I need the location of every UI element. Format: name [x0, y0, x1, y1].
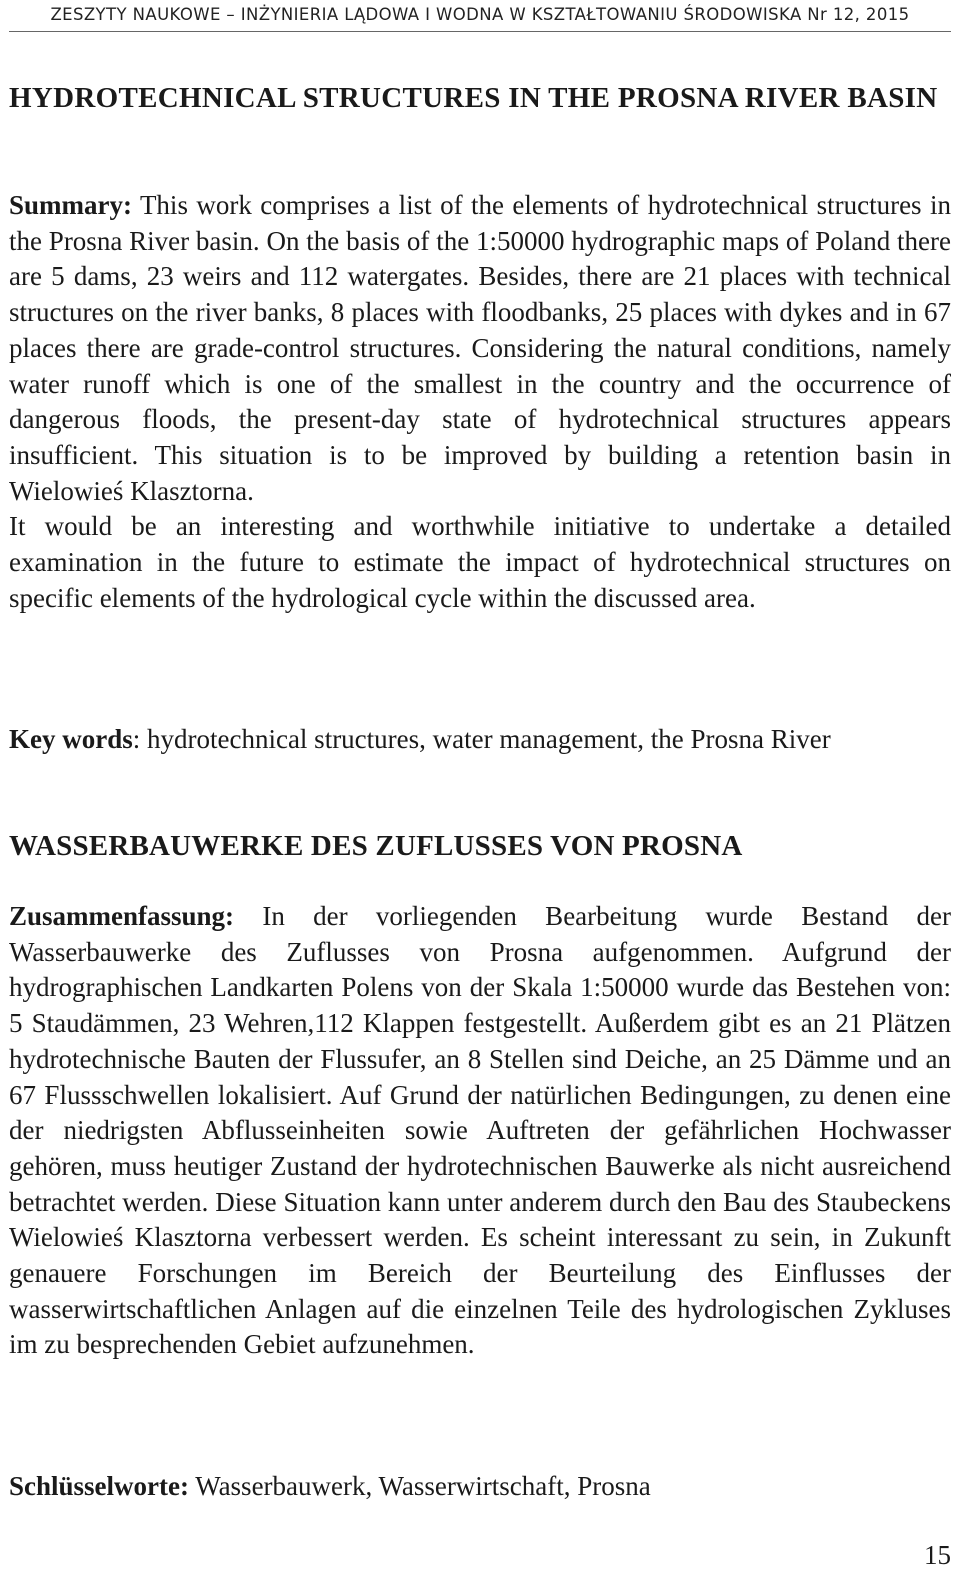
english-keywords-label: Key words — [9, 724, 133, 754]
english-keywords — [9, 722, 951, 758]
german-summary-paragraph — [9, 899, 951, 1363]
german-keywords-text: Wasserbauwerk, Wasserwirtschaft, Prosna — [188, 1471, 651, 1501]
english-keywords-text: : hydrotechnical structures, water management, the Prosna River — [132, 724, 831, 754]
english-summary-paragraph-2: It would be an interesting and worthwhile initiative to undertake a detailed examination in the future to estimate the impact of hydrotechnical structures on specific elements of the hydrological cycle within the discussed area. — [9, 511, 951, 613]
german-summary-label: Zusammenfassung: — [9, 901, 235, 931]
english-keywords-paragraph — [9, 722, 951, 758]
german-keywords-label: Schlüsselworte: — [9, 1471, 189, 1501]
english-summary-label: Summary: — [9, 190, 132, 220]
german-keywords-paragraph — [9, 1469, 951, 1505]
header-rule — [9, 31, 951, 32]
german-summary-text: In der vorliegenden Bearbeitung wurde Bestand der Wasserbauwerke des Zuflusses von Prosna aufgenommen. Aufgrund der hydrographischen Landkarten Polens von der Skala 1:50000 wurde das Bestehen von: 5 Staudämmen, 23 Wehren,112 Klappen festgestellt. Außerdem gibt es an 21 Plätzen hydrotechnische Bauten der Flussufer, an 8 Stellen sind Deiche, an 25 Dämme und an 67 Flussschwellen lokalisiert. Auf Grund der natürlichen Bedingungen, zu denen eine der niedrigsten Abflusseinheiten sowie Auftreten der gefährlichen Hochwasser gehören, muss heutiger Zustand der hydrotechnischen Bauwerke als nicht ausreichend betrachtet werden. Diese Situation kann unter anderem durch den Bau des Staubeckens Wielowieś Klasztorna verbessert werden. Es scheint interessant zu sein, in Zukunft genauere Forschungen im Bereich der Beurteilung des Einflusses der wasserwirtschaftlichen Anlagen auf die einzelnen Teile des hydrologischen Zykluses im zu besprechenden Gebiet aufzunehmen. — [9, 901, 951, 1360]
german-title: WASSERBAUWERKE DES ZUFLUSSES VON PROSNA — [9, 830, 743, 862]
english-summary-text: This work comprises a list of the elements of hydrotechnical structures in the Prosna River basin. On the basis of the 1:50000 hydrographic maps of Poland there are 5 dams, 23 weirs and 112 watergates. Besides, there are 21 places with technical structures on the river banks, 8 places with floodbanks, 25 places with dykes and in 67 places there are grade-control structures. Considering the natural conditions, namely water runoff which is one of the smallest in the country and the occurrence of dangerous floods, the present-day state of hydrotechnical structures appears insufficient. This situation is to be improved by building a retention basin in Wielowieś Klasztorna. — [9, 190, 951, 506]
page-number: 15 — [924, 1540, 951, 1570]
english-summary-paragraph — [9, 188, 951, 509]
german-keywords — [9, 1469, 951, 1505]
page — [9, 0, 951, 1585]
english-title: HYDROTECHNICAL STRUCTURES IN THE PROSNA RIVER BASIN — [9, 82, 938, 114]
german-summary — [9, 899, 951, 1363]
running-header: ZESZYTY NAUKOWE – INŻYNIERIA LĄDOWA I WODNA W KSZTAŁTOWANIU ŚRODOWISKA Nr 12, 2015 — [50, 5, 910, 24]
english-summary — [9, 188, 951, 616]
